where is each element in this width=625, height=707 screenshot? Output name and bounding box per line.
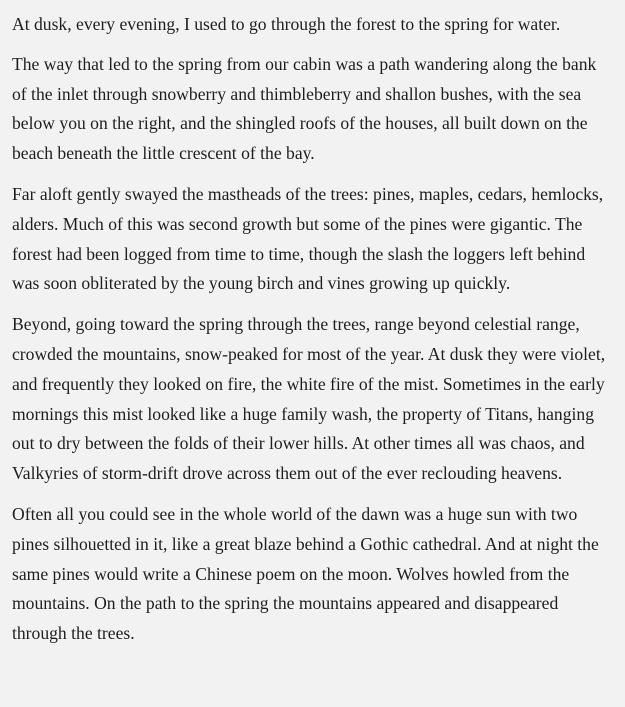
paragraph-path-inlet: The way that led to the spring from our cabin was a path wandering along the bank of the inlet through snowberry and thimbleberry and shallon bushes, with the sea below you on the right, and the shingled roofs of the houses, all built down on the beach beneath the little crescent of the bay. <box>12 53 597 164</box>
paragraph-mountains-mist: Beyond, going toward the spring through the trees, range beyond celestial range, crowded the mountains, snow-peaked for most of the year. At dusk they were violet, and frequently they looked on fire, the white fire of the mist. Sometimes in the early mornings this mist looked like a huge family wash, the property of Titans, hanging out to dry between the folds of their lower hills. At other times all was chaos, and Valkyries of storm-drift drove across them out of the ever reclouding heavens. <box>12 314 606 484</box>
paragraph-dusk-spring: At dusk, every evening, I used to go through the forest to the spring for water. <box>12 14 561 34</box>
paragraph-dawn-sun: Often all you could see in the whole world of the dawn was a huge sun with two pines silhouetted in it, like a great blaze behind a Gothic cathedral. And at night the same pines would write a Chinese poem on the moon. Wolves howled from the mountains. On the path to the spring the mountains appeared and disappeared through the trees. <box>12 503 599 644</box>
paragraph-forest-trees: Far aloft gently swayed the mastheads of the trees: pines, maples, cedars, hemlocks, alders. Much of this was second growth but some of the pines were gigantic. The forest had been logged from time to time, though the slash the loggers left behind was soon obliterated by the young birch and vines growing up quickly. <box>12 183 604 294</box>
